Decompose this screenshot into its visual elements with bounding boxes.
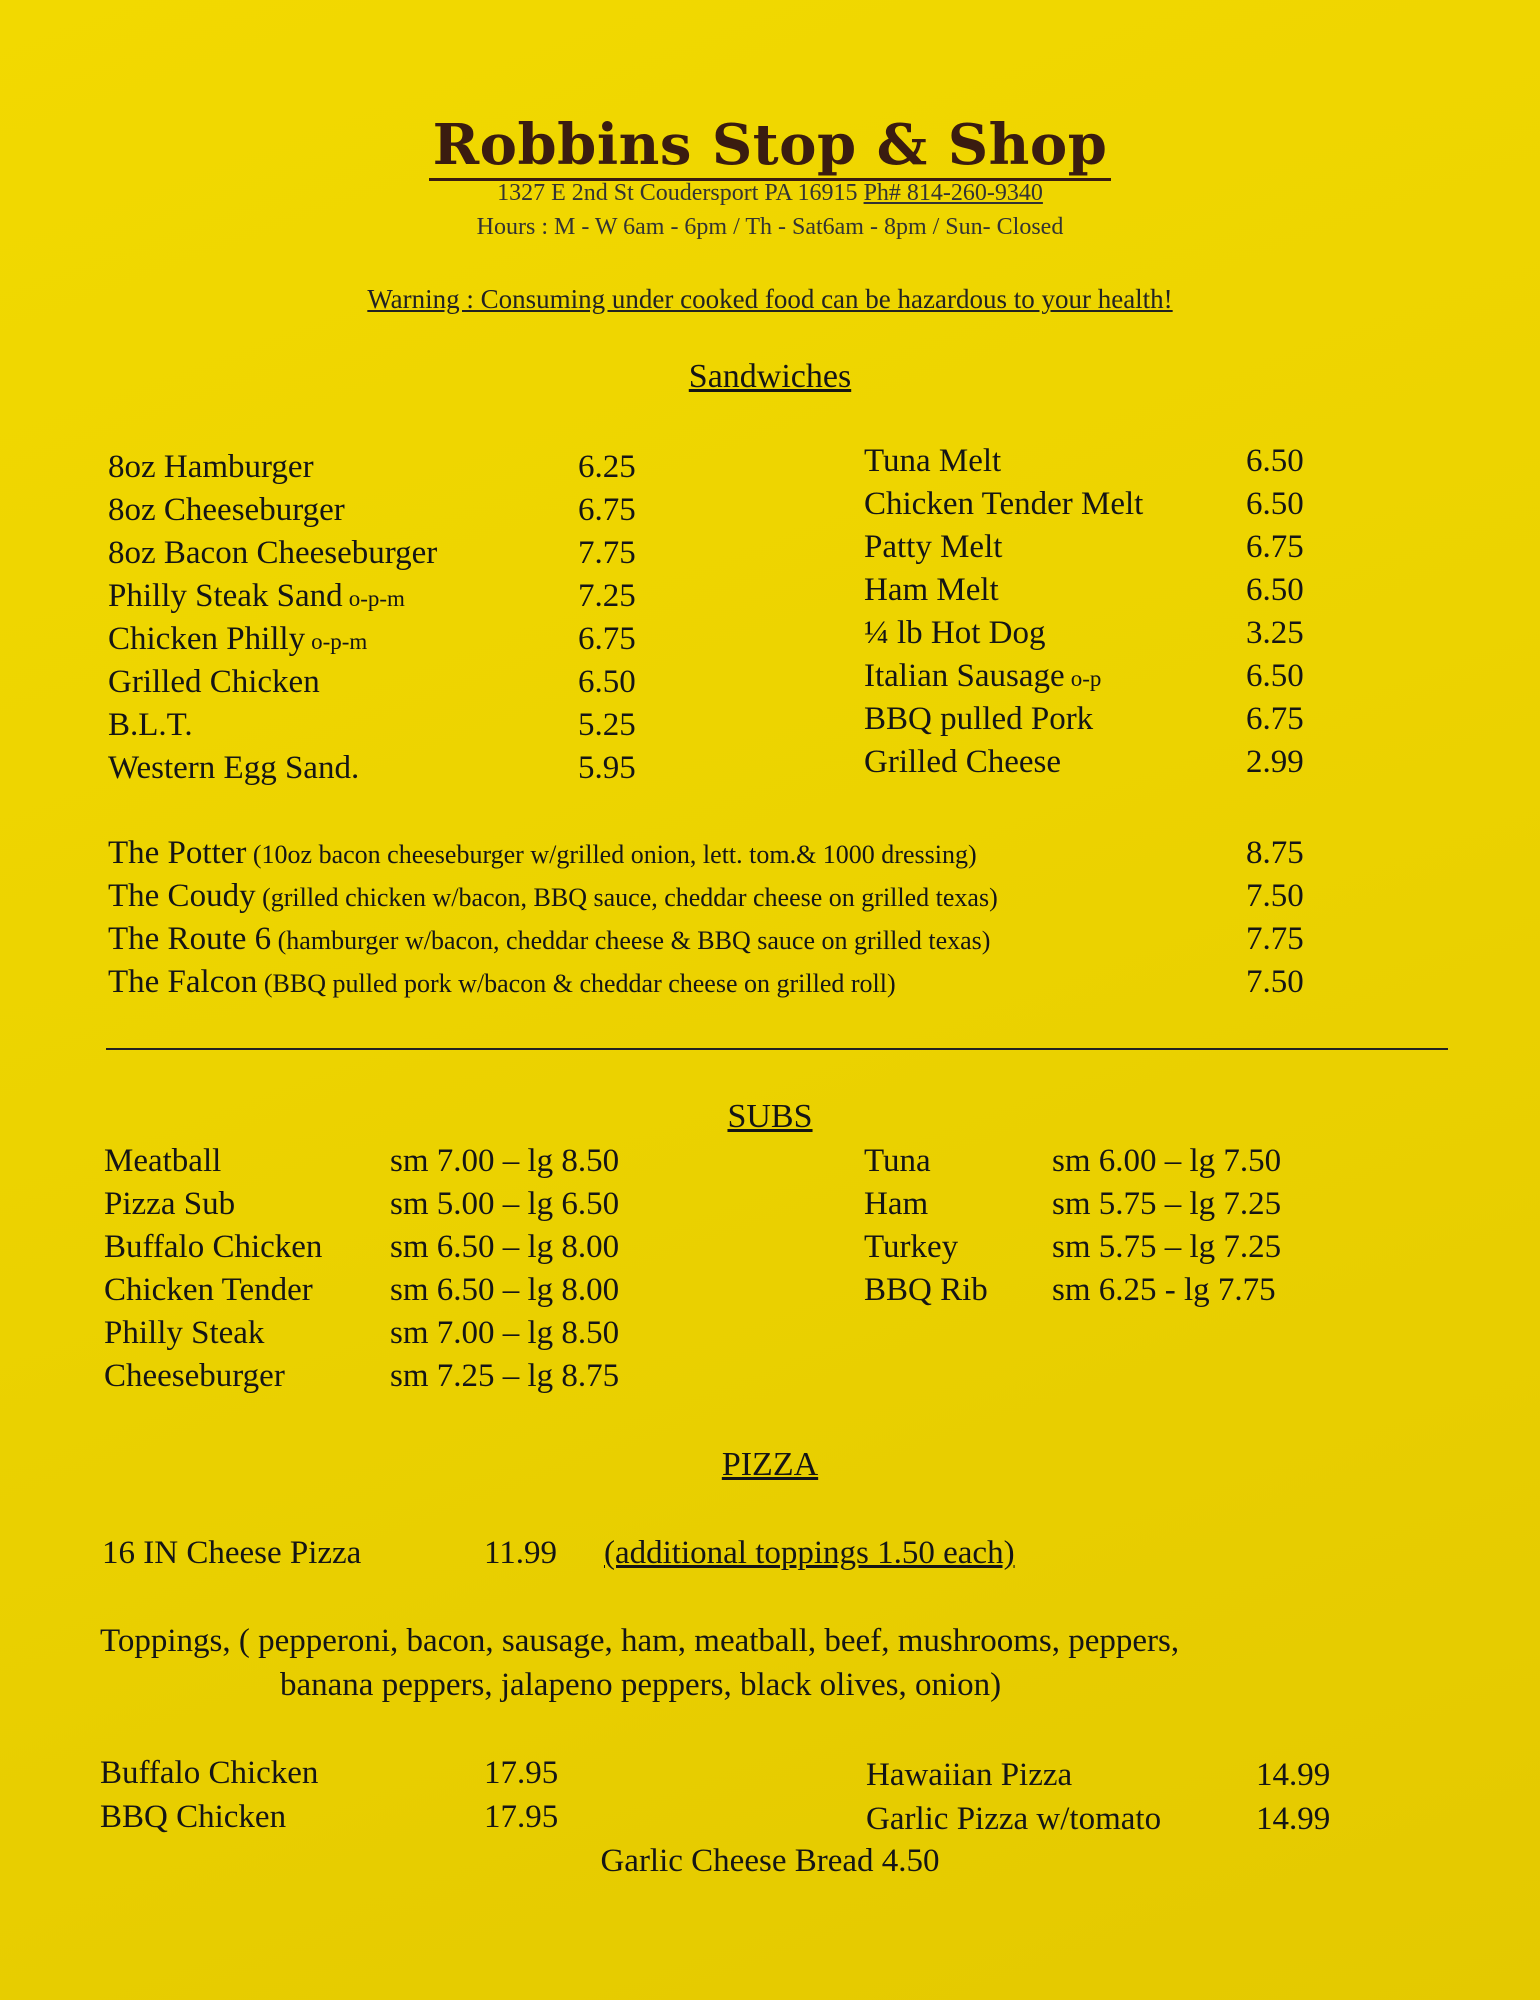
- menu-item-name: Meatball: [104, 1143, 222, 1179]
- toppings-note: (additional toppings 1.50 each): [604, 1535, 1015, 1571]
- specialty-price: 7.75: [1246, 921, 1304, 957]
- specialty-description: (BBQ pulled pork w/bacon & cheddar cheese on grilled roll): [257, 969, 896, 998]
- specialty-name: The Coudy: [108, 878, 256, 914]
- menu-item-name: Tuna: [864, 1143, 931, 1179]
- menu-item-price: 7.75: [578, 535, 636, 571]
- cheese-pizza-price: 11.99: [484, 1535, 558, 1571]
- menu-item-name: Pizza Sub: [104, 1186, 236, 1222]
- menu-item-name: Buffalo Chicken: [100, 1755, 319, 1791]
- prep-note: o-p: [1070, 666, 1102, 691]
- menu-item-name: Western Egg Sand.: [108, 750, 360, 786]
- specialty-name: The Potter: [108, 835, 247, 871]
- health-warning: Warning : Consuming under cooked food can be hazardous to your health!: [367, 284, 1173, 314]
- menu-item-name: ¼ lb Hot Dog: [864, 615, 1046, 651]
- menu-item-price: 17.95: [484, 1755, 559, 1791]
- menu-item-name: Turkey: [864, 1229, 959, 1265]
- menu-item-price: 17.95: [484, 1799, 559, 1835]
- hours-line: Hours : M - W 6am - 6pm / Th - Sat6am - 8pm / Sun- Closed: [476, 214, 1064, 240]
- restaurant-title: Robbins Stop & Shop: [0, 112, 1540, 178]
- menu-item-name: 8oz Bacon Cheeseburger: [108, 535, 438, 571]
- menu-item-name: Grilled Chicken: [108, 664, 320, 700]
- menu-item-price: 3.25: [1246, 615, 1304, 651]
- toppings-line-1: Toppings, ( pepperoni, bacon, sausage, ham, meatball, beef, mushrooms, peppers,: [100, 1623, 1180, 1659]
- menu-item-name: Philly Steak: [104, 1315, 265, 1351]
- menu-item-price: 6.50: [1246, 658, 1304, 694]
- menu-item-price: 6.25: [578, 449, 636, 485]
- specialty-price: 7.50: [1246, 878, 1304, 914]
- menu-item-name: Ham: [864, 1186, 929, 1222]
- menu-item-name: B.L.T.: [108, 707, 193, 743]
- menu-item-price: 7.25: [578, 578, 636, 614]
- menu-item-name: Cheeseburger: [104, 1358, 285, 1394]
- menu-item-price: 6.75: [578, 492, 636, 528]
- specialty-name: The Falcon: [108, 964, 258, 1000]
- menu-item-name: Ham Melt: [864, 572, 999, 608]
- menu-item-price: sm 7.00 – lg 8.50: [390, 1315, 620, 1351]
- specialty-description: (hamburger w/bacon, cheddar cheese & BBQ sauce on grilled texas): [271, 926, 991, 955]
- menu-item-name: Patty Melt: [864, 529, 1003, 565]
- menu-item-name: Chicken Philly o-p-m: [108, 621, 368, 657]
- menu-item-price: sm 5.75 – lg 7.25: [1052, 1229, 1282, 1265]
- menu-item-price: sm 6.50 – lg 8.00: [390, 1229, 620, 1265]
- menu-item-name: 8oz Cheeseburger: [108, 492, 345, 528]
- menu-item-price: sm 6.00 – lg 7.50: [1052, 1143, 1282, 1179]
- menu-item-price: sm 6.50 – lg 8.00: [390, 1272, 620, 1308]
- menu-item-name: Hawaiian Pizza: [866, 1757, 1073, 1793]
- menu-item-name: BBQ Chicken: [100, 1799, 287, 1835]
- specialty-price: 7.50: [1246, 964, 1304, 1000]
- menu-item-name: Grilled Cheese: [864, 744, 1062, 780]
- section-divider: [106, 1048, 1448, 1050]
- address-line: [0, 180, 1540, 207]
- menu-item-name: Garlic Pizza w/tomato: [866, 1801, 1162, 1837]
- menu-item-name: Chicken Tender Melt: [864, 486, 1144, 522]
- menu-item-name: Chicken Tender: [104, 1272, 313, 1308]
- cheese-pizza-name: 16 IN Cheese Pizza: [102, 1535, 362, 1571]
- menu-item-price: 6.50: [578, 664, 636, 700]
- specialty-description: (10oz bacon cheeseburger w/grilled onion, lett. tom.& 1000 dressing): [246, 840, 977, 869]
- menu-item-name: BBQ pulled Pork: [864, 701, 1094, 737]
- menu-item-price: 14.99: [1256, 1801, 1331, 1837]
- menu-item-price: sm 5.75 – lg 7.25: [1052, 1186, 1282, 1222]
- menu-item-price: 6.75: [1246, 701, 1304, 737]
- address: 1327 E 2nd St Coudersport PA 16915: [497, 180, 858, 206]
- specialty-price: 8.75: [1246, 835, 1304, 871]
- menu-item-price: 6.50: [1246, 486, 1304, 522]
- menu-item-name: Buffalo Chicken: [104, 1229, 323, 1265]
- menu-item-price: sm 7.25 – lg 8.75: [390, 1358, 620, 1394]
- specialty-sandwich: [108, 875, 998, 919]
- prep-note: o-p-m: [348, 586, 405, 611]
- menu-item-price: 6.50: [1246, 443, 1304, 479]
- specialty-sandwich: [108, 961, 896, 1005]
- specialty-sandwich: [108, 832, 977, 876]
- pizza-heading: PIZZA: [721, 1446, 819, 1483]
- specialty-name: The Route 6: [108, 921, 272, 957]
- menu-item-price: 6.75: [578, 621, 636, 657]
- menu-item-price: 6.50: [1246, 572, 1304, 608]
- menu-item-price: 14.99: [1256, 1757, 1331, 1793]
- menu-item-price: sm 5.00 – lg 6.50: [390, 1186, 620, 1222]
- menu-item-price: 5.25: [578, 707, 636, 743]
- subs-heading: SUBS: [727, 1098, 813, 1135]
- prep-note: o-p-m: [311, 629, 368, 654]
- menu-item-price: 6.75: [1246, 529, 1304, 565]
- menu-item-price: 2.99: [1246, 744, 1304, 780]
- garlic-cheese-bread: Garlic Cheese Bread 4.50: [600, 1843, 940, 1879]
- specialty-sandwich: [108, 918, 990, 962]
- menu-item-name: Tuna Melt: [864, 443, 1002, 479]
- menu-item-price: sm 6.25 - lg 7.75: [1052, 1272, 1276, 1308]
- menu-item-name: 8oz Hamburger: [108, 449, 314, 485]
- sandwiches-heading: Sandwiches: [688, 358, 852, 395]
- toppings-line-2: banana peppers, jalapeno peppers, black olives, onion): [280, 1667, 1002, 1703]
- menu-item-price: sm 7.00 – lg 8.50: [390, 1143, 620, 1179]
- menu-item-price: 5.95: [578, 750, 636, 786]
- specialty-description: (grilled chicken w/bacon, BBQ sauce, cheddar cheese on grilled texas): [255, 883, 998, 912]
- phone-number: Ph# 814-260-9340: [863, 180, 1043, 206]
- menu-item-name: Philly Steak Sand o-p-m: [108, 578, 405, 614]
- menu-item-name: BBQ Rib: [864, 1272, 988, 1308]
- menu-item-name: Italian Sausage o-p: [864, 658, 1102, 694]
